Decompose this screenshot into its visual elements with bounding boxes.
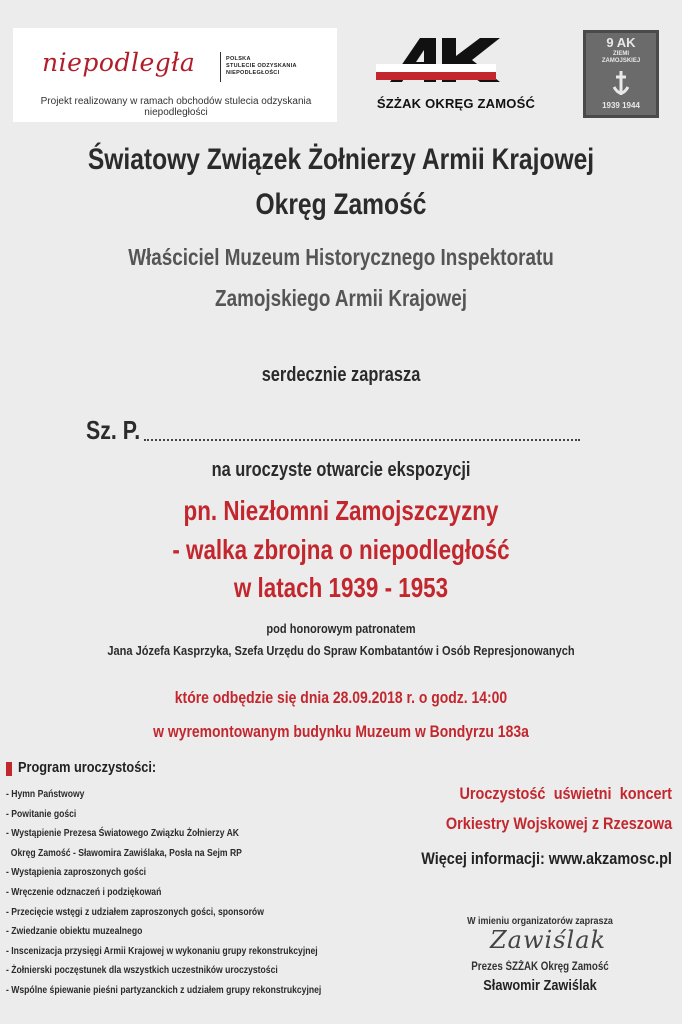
program-title: Program uroczystości: [18, 759, 157, 776]
addressee-dotted-line [144, 437, 580, 441]
patronage-name: Jana Józefa Kasprzyka, Szefa Urzędu do Spraw Kombatantów i Osób Represjonowanych [107, 643, 575, 658]
organization-subtitle: Okręg Zamość [255, 188, 427, 221]
event-date: które odbędzie się dnia 28.09.2018 r. o godz. 14:00 [174, 688, 508, 707]
president-title: Prezes ŚZŻAK Okręg Zamość [471, 961, 609, 973]
event-name-line-2: - walka zbrojna o niepodległość [172, 534, 510, 565]
ak-division-badge [583, 30, 659, 118]
addressee-label: Sz. P. [86, 415, 141, 445]
niepodlegla-caption: Projekt realizowany w ramach obchodów stulecia odzyskania niepodległości [40, 96, 312, 118]
signature: Zawiślak [490, 926, 607, 954]
program-item: Okręg Zamość - Sławomira Zawiślaka, Posła na Sejm RP [6, 846, 242, 859]
program-item: - Hymn Państwowy [6, 788, 85, 800]
niepodlegla-side-line: STULECIE ODZYSKANIA [226, 63, 297, 69]
organization-title: Światowy Związek Żołnierzy Armii Krajowej [87, 143, 595, 176]
badge-lines [586, 51, 656, 65]
program-item: - Powitanie gości [6, 807, 77, 820]
invite-text: serdecznie zaprasza [261, 364, 421, 386]
event-name-line-1: pn. Niezłomni Zamojszczyzny [183, 495, 499, 526]
program-item: - Wystąpienie Prezesa Światowego Związku Żołnierzy AK [6, 827, 240, 840]
badge-line: ZIEMI [613, 51, 629, 57]
event-intro: na uroczyste otwarcie ekspozycji [211, 459, 471, 481]
program-list [6, 785, 386, 1001]
program-item: - Przecięcie wstęgi z udziałem zaproszonych gości, sponsorów [6, 905, 264, 918]
niepodlegla-logo: niepodległa [42, 48, 196, 77]
owner-line-1: Właściciel Muzeum Historycznego Inspektoratu [128, 244, 554, 270]
event-name-line-3: w latach 1939 - 1953 [233, 572, 449, 603]
program-item: - Wręczenie odznaczeń i podziękowań [6, 885, 162, 898]
ak-caption: ŚZŻAK OKRĘG ZAMOŚĆ [376, 96, 536, 111]
concert-line-1: Uroczystość uświetni koncert [459, 784, 672, 803]
badge-years: 1939 1944 [602, 101, 640, 110]
niepodlegla-side-line: POLSKA [226, 56, 251, 62]
patronage-label: pod honorowym patronatem [266, 621, 416, 636]
concert-line-2: Orkiestry Wojskowej z Rzeszowa [445, 814, 672, 833]
program-item: - Inscenizacja przysięgi Armii Krajowej w wykonaniu grupy rekonstrukcyjnej [6, 944, 318, 957]
more-info-link[interactable]: Więcej informacji: www.akzamosc.pl [421, 849, 672, 868]
event-place: w wyremontowanym budynku Muzeum w Bondyrzu 183a [153, 722, 529, 741]
president-name: Sławomir Zawiślak [483, 977, 597, 994]
program-item: - Wspólne śpiewanie pieśni partyzanckich z udziałem grupy rekonstrukcyjnej [6, 983, 322, 996]
niepodlegla-side-line: NIEPODLEGŁOŚCI [226, 70, 280, 76]
anchor-icon [610, 69, 632, 99]
badge-line: ZAMOJSKIEJ [601, 58, 641, 64]
logo-divider [220, 52, 221, 82]
program-item: - Żołnierski poczęstunek dla wszystkich uczestników uroczystości [6, 964, 278, 977]
niepodlegla-side-text [226, 56, 326, 77]
program-marker [6, 762, 12, 776]
organizers-invite: W imieniu organizatorów zaprasza [467, 915, 613, 927]
program-item: - Wystąpienia zaproszonych gości [6, 866, 147, 879]
owner-line-2: Zamojskiego Armii Krajowej [215, 285, 467, 311]
badge-title: 9 AK [606, 35, 636, 50]
program-item: - Zwiedzanie obiektu muzealnego [6, 925, 143, 938]
